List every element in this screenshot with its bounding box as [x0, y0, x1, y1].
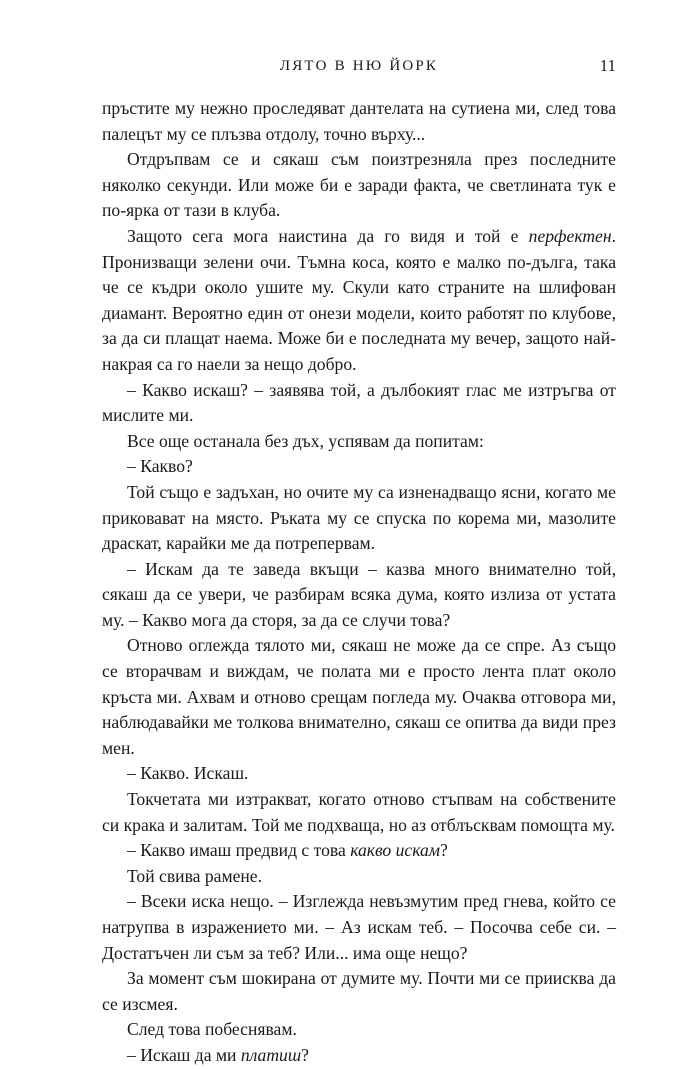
text-run: ? [440, 840, 448, 861]
paragraph [102, 966, 616, 1017]
paragraph [102, 889, 616, 966]
text-run: . Пронизващи зелени очи. Тъмна коса, която е малко по-дълга, така че се къдри около ушите му. Скули като страните на шлифован диамант. Вероятно един от онези модели, които работят по клубове, за да си плащат наема. Може би е последната му вечер, защото най-накрая са го наели за нещо добро. [102, 225, 616, 374]
paragraph [102, 378, 616, 429]
text-run: ? [301, 1044, 309, 1065]
text-run: – Какво. Искаш. [127, 763, 249, 784]
text-run: – Искаш да ми [127, 1044, 241, 1065]
italic-text-run: платиш [240, 1044, 302, 1065]
paragraph [102, 864, 616, 890]
running-head [102, 56, 616, 80]
text-run: След това побеснявам. [127, 1019, 297, 1040]
paragraph [102, 1043, 616, 1069]
text-run: Той също е задъхан, но очите му са изненадващо ясни, когато ме приковават на място. Ръката му се спуска по корема ми, мазолите драскат, карайки ме да потрепервам. [102, 481, 616, 554]
paragraph [102, 96, 616, 147]
paragraph [102, 1017, 616, 1043]
text-run: – Всеки иска нещо. – Изглежда невъзмутим пред гнева, който се натрупва в изражението ми. – Аз искам теб. – Посочва себе си. – Достатъчен ли съм за теб? Или... има още нещо? [102, 891, 616, 963]
paragraph [102, 454, 616, 480]
paragraph [102, 557, 616, 634]
text-run: пръстите му нежно проследяват дантелата на сутиена ми, след това палецът му се плъзва отдолу, точно върху... [102, 98, 616, 144]
paragraph [102, 480, 616, 557]
text-run: За момент съм шокирана от думите му. Почти ми се приисква да се изсмея. [102, 968, 616, 1014]
paragraph [102, 224, 616, 378]
paragraph [102, 787, 616, 838]
paragraph [102, 147, 616, 224]
text-run: Той свива рамене. [127, 865, 263, 886]
text-run: – Какво? [127, 456, 193, 477]
text-run: Защото сега мога наистина да го видя и той е [127, 225, 529, 246]
text-run: Токчетата ми изтракват, когато отново стъпвам на собствените си крака и залитам. Той ме подхваща, но аз отблъсквам помощта му. [102, 789, 616, 835]
italic-text-run: какво искам [350, 840, 441, 861]
text-run: – Искам да те заведа вкъщи – казва много внимателно той, сякаш да се увери, че разбирам всяка дума, която излиза от устата му. – Какво мога да сторя, за да се случи това? [102, 558, 616, 630]
text-run: – Какво имаш предвид с това [127, 840, 351, 861]
text-run: Отдръпвам се и сякаш съм поизтрезняла през последните няколко секунди. Или може би е заради факта, че светлината тук е по-ярка от тази в клуба. [102, 149, 616, 221]
text-run: Все още останала без дъх, успявам да попитам: [127, 430, 484, 451]
paragraph [102, 838, 616, 864]
paragraph [102, 761, 616, 787]
text-run: Отново оглежда тялото ми, сякаш не може да се спре. Аз също се вторачвам и виждам, че полата ми е просто лента плат около кръста ми. Ахвам и отново срещам погледа му. Очаква отговора ми, наблюдавайки ме толкова внимателно, сякаш се опитва да види през мен. [102, 635, 616, 758]
paragraph [102, 633, 616, 761]
italic-text-run: перфектен [528, 225, 612, 246]
text-run: – Какво искаш? – заявява той, а дълбокият глас ме изтръгва от мислите ми. [102, 379, 616, 426]
running-title: ЛЯТО В НЮ ЙОРК [279, 58, 439, 74]
page-number: 11 [599, 56, 616, 75]
paragraph [102, 429, 616, 455]
body-text [102, 96, 616, 1069]
